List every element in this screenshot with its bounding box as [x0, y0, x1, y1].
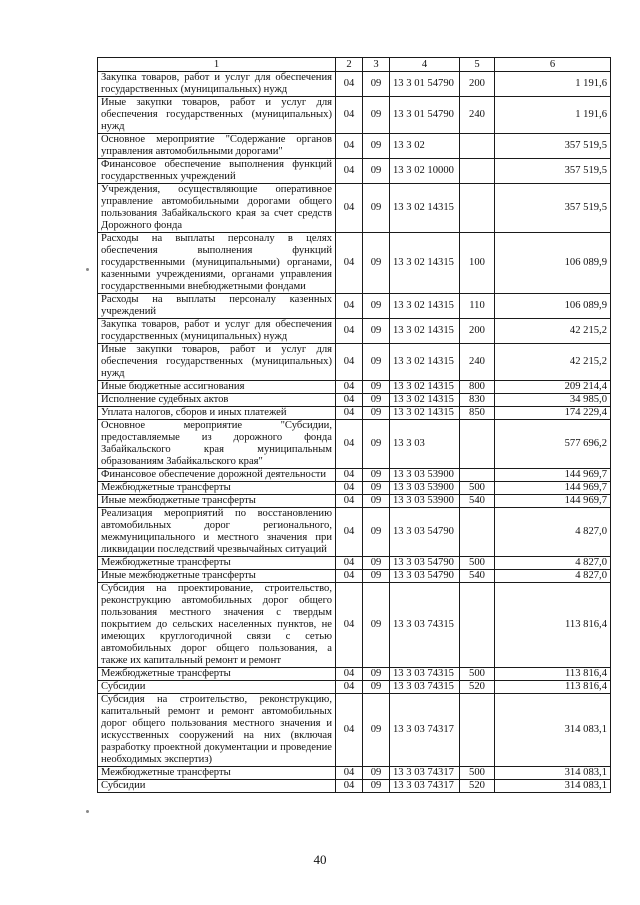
expense-type-cell: 830: [460, 394, 495, 407]
amount-cell: 42 215,2: [495, 319, 611, 344]
row-name-cell: Субсидия на проектирование, строительство, реконструкцию автомобильных дорог общего пользования местного значения с твердым покрытием до сельских населенных пунктов, не имеющих круглогодичной связи с сетью автомобильных дорог общего пользования, а также их капитальный ремонт и ремонт: [98, 583, 336, 668]
target-article-cell: 13 3 02 14315: [390, 394, 460, 407]
expense-type-cell: 850: [460, 407, 495, 420]
row-name-cell: Уплата налогов, сборов и иных платежей: [98, 407, 336, 420]
section-cell: 04: [336, 233, 363, 294]
subsection-cell: 09: [363, 407, 390, 420]
expense-type-cell: [460, 420, 495, 469]
subsection-cell: 09: [363, 97, 390, 134]
table-row: [98, 681, 611, 694]
expense-type-cell: 500: [460, 668, 495, 681]
section-cell: 04: [336, 394, 363, 407]
target-article-cell: 13 3 03 74317: [390, 694, 460, 767]
row-name-cell: Закупка товаров, работ и услуг для обеспечения государственных (муниципальных) нужд: [98, 319, 336, 344]
table-row: [98, 319, 611, 344]
target-article-cell: 13 3 03 54790: [390, 508, 460, 557]
table-row: [98, 184, 611, 233]
row-name-cell: Межбюджетные трансферты: [98, 482, 336, 495]
target-article-cell: 13 3 03: [390, 420, 460, 469]
section-cell: 04: [336, 508, 363, 557]
target-article-cell: 13 3 03 74315: [390, 681, 460, 694]
target-article-cell: 13 3 03 53900: [390, 495, 460, 508]
amount-cell: 1 191,6: [495, 72, 611, 97]
section-cell: 04: [336, 97, 363, 134]
target-article-cell: 13 3 02 14315: [390, 344, 460, 381]
row-name-cell: Иные межбюджетные трансферты: [98, 495, 336, 508]
expense-type-cell: 520: [460, 681, 495, 694]
target-article-cell: 13 3 03 53900: [390, 469, 460, 482]
amount-cell: 4 827,0: [495, 508, 611, 557]
section-cell: 04: [336, 420, 363, 469]
subsection-cell: 09: [363, 694, 390, 767]
target-article-cell: 13 3 03 54790: [390, 557, 460, 570]
subsection-cell: 09: [363, 570, 390, 583]
subsection-cell: 09: [363, 469, 390, 482]
amount-cell: 4 827,0: [495, 557, 611, 570]
row-name-cell: Закупка товаров, работ и услуг для обеспечения государственных (муниципальных) нужд: [98, 72, 336, 97]
expense-type-cell: [460, 134, 495, 159]
row-name-cell: Финансовое обеспечение дорожной деятельности: [98, 469, 336, 482]
table-row: [98, 780, 611, 793]
expense-type-cell: 240: [460, 97, 495, 134]
row-name-cell: Субсидия на строительство, реконструкцию, капитальный ремонт и ремонт автомобильных дорог общего пользования местного значения и искусственных сооружений на них (включая разработку проектной документации и проведение необходимых экспертиз): [98, 694, 336, 767]
expense-type-cell: 540: [460, 495, 495, 508]
target-article-cell: 13 3 01 54790: [390, 72, 460, 97]
budget-table: [97, 57, 611, 793]
subsection-cell: 09: [363, 495, 390, 508]
amount-cell: 144 969,7: [495, 482, 611, 495]
target-article-cell: 13 3 03 53900: [390, 482, 460, 495]
row-name-cell: Исполнение судебных актов: [98, 394, 336, 407]
section-cell: 04: [336, 72, 363, 97]
target-article-cell: 13 3 01 54790: [390, 97, 460, 134]
row-name-cell: Межбюджетные трансферты: [98, 668, 336, 681]
target-article-cell: 13 3 03 54790: [390, 570, 460, 583]
subsection-cell: 09: [363, 319, 390, 344]
expense-type-cell: 200: [460, 319, 495, 344]
row-name-cell: Иные бюджетные ассигнования: [98, 381, 336, 394]
target-article-cell: 13 3 03 74317: [390, 780, 460, 793]
table-row: [98, 583, 611, 668]
target-article-cell: 13 3 02 14315: [390, 407, 460, 420]
table-row: [98, 668, 611, 681]
expense-type-cell: 100: [460, 233, 495, 294]
table-row: [98, 344, 611, 381]
column-header: 2: [336, 58, 363, 72]
amount-cell: 577 696,2: [495, 420, 611, 469]
column-header: 1: [98, 58, 336, 72]
subsection-cell: 09: [363, 482, 390, 495]
subsection-cell: 09: [363, 72, 390, 97]
row-name-cell: Иные закупки товаров, работ и услуг для обеспечения государственных (муниципальных) нужд: [98, 97, 336, 134]
amount-cell: 144 969,7: [495, 495, 611, 508]
table-row: [98, 694, 611, 767]
section-cell: 04: [336, 344, 363, 381]
table-row: [98, 570, 611, 583]
expense-type-cell: 800: [460, 381, 495, 394]
section-cell: 04: [336, 668, 363, 681]
amount-cell: 34 985,0: [495, 394, 611, 407]
subsection-cell: 09: [363, 780, 390, 793]
expense-type-cell: 500: [460, 767, 495, 780]
table-row: [98, 469, 611, 482]
target-article-cell: 13 3 03 74315: [390, 668, 460, 681]
page-number: 40: [313, 852, 327, 867]
row-name-cell: Расходы на выплаты персоналу казенных учреждений: [98, 294, 336, 319]
expense-type-cell: [460, 469, 495, 482]
table-row: [98, 495, 611, 508]
amount-cell: 144 969,7: [495, 469, 611, 482]
row-name-cell: Основное мероприятие "Субсидии, предоставляемые из дорожного фонда Забайкальского края муниципальным образованиям Забайкальского края": [98, 420, 336, 469]
target-article-cell: 13 3 02 14315: [390, 184, 460, 233]
row-name-cell: Иные закупки товаров, работ и услуг для обеспечения государственных (муниципальных) нужд: [98, 344, 336, 381]
target-article-cell: 13 3 02 14315: [390, 381, 460, 394]
section-cell: 04: [336, 407, 363, 420]
amount-cell: 209 214,4: [495, 381, 611, 394]
column-header: 6: [495, 58, 611, 72]
section-cell: 04: [336, 184, 363, 233]
row-name-cell: Субсидии: [98, 681, 336, 694]
subsection-cell: 09: [363, 420, 390, 469]
row-name-cell: Учреждения, осуществляющие оперативное управление автомобильными дорогами общего пользования Забайкальского края за счет средств Дорожного фонда: [98, 184, 336, 233]
subsection-cell: 09: [363, 767, 390, 780]
subsection-cell: 09: [363, 184, 390, 233]
section-cell: 04: [336, 495, 363, 508]
table-row: [98, 134, 611, 159]
expense-type-cell: [460, 583, 495, 668]
row-name-cell: Субсидии: [98, 780, 336, 793]
target-article-cell: 13 3 02: [390, 134, 460, 159]
table-row: [98, 159, 611, 184]
expense-type-cell: 520: [460, 780, 495, 793]
amount-cell: 357 519,5: [495, 134, 611, 159]
table-row: [98, 294, 611, 319]
section-cell: 04: [336, 570, 363, 583]
section-cell: 04: [336, 469, 363, 482]
expense-type-cell: [460, 508, 495, 557]
amount-cell: 106 089,9: [495, 233, 611, 294]
target-article-cell: 13 3 03 74315: [390, 583, 460, 668]
row-name-cell: Финансовое обеспечение выполнения функций государственных учреждений: [98, 159, 336, 184]
amount-cell: 113 816,4: [495, 668, 611, 681]
expense-type-cell: 200: [460, 72, 495, 97]
target-article-cell: 13 3 02 14315: [390, 294, 460, 319]
expense-type-cell: [460, 694, 495, 767]
target-article-cell: 13 3 02 10000: [390, 159, 460, 184]
expense-type-cell: [460, 184, 495, 233]
subsection-cell: 09: [363, 159, 390, 184]
subsection-cell: 09: [363, 394, 390, 407]
row-name-cell: Расходы на выплаты персоналу в целях обеспечения выполнения функций государственными (муниципальными) органами, казенными учреждениями, органами управления государственными внебюджетными фондами: [98, 233, 336, 294]
scan-speck: [86, 268, 89, 271]
table-row: [98, 394, 611, 407]
row-name-cell: Основное мероприятие "Содержание органов управления автомобильными дорогами": [98, 134, 336, 159]
target-article-cell: 13 3 02 14315: [390, 319, 460, 344]
section-cell: 04: [336, 694, 363, 767]
amount-cell: 314 083,1: [495, 780, 611, 793]
amount-cell: 357 519,5: [495, 159, 611, 184]
table-row: [98, 72, 611, 97]
section-cell: 04: [336, 557, 363, 570]
row-name-cell: Межбюджетные трансферты: [98, 557, 336, 570]
section-cell: 04: [336, 381, 363, 394]
section-cell: 04: [336, 767, 363, 780]
section-cell: 04: [336, 134, 363, 159]
amount-cell: 113 816,4: [495, 681, 611, 694]
row-name-cell: Иные межбюджетные трансферты: [98, 570, 336, 583]
subsection-cell: 09: [363, 294, 390, 319]
section-cell: 04: [336, 159, 363, 184]
expense-type-cell: 240: [460, 344, 495, 381]
expense-type-cell: 110: [460, 294, 495, 319]
amount-cell: 113 816,4: [495, 583, 611, 668]
row-name-cell: Межбюджетные трансферты: [98, 767, 336, 780]
column-header: 3: [363, 58, 390, 72]
scan-speck: [86, 810, 89, 813]
subsection-cell: 09: [363, 508, 390, 557]
expense-type-cell: [460, 159, 495, 184]
section-cell: 04: [336, 294, 363, 319]
amount-cell: 1 191,6: [495, 97, 611, 134]
expense-type-cell: 540: [460, 570, 495, 583]
amount-cell: 314 083,1: [495, 694, 611, 767]
column-header: 5: [460, 58, 495, 72]
subsection-cell: 09: [363, 134, 390, 159]
table-row: [98, 381, 611, 394]
table-row: [98, 767, 611, 780]
subsection-cell: 09: [363, 344, 390, 381]
amount-cell: 314 083,1: [495, 767, 611, 780]
amount-cell: 357 519,5: [495, 184, 611, 233]
amount-cell: 42 215,2: [495, 344, 611, 381]
amount-cell: 174 229,4: [495, 407, 611, 420]
subsection-cell: 09: [363, 583, 390, 668]
expense-type-cell: 500: [460, 557, 495, 570]
subsection-cell: 09: [363, 381, 390, 394]
amount-cell: 106 089,9: [495, 294, 611, 319]
target-article-cell: 13 3 02 14315: [390, 233, 460, 294]
table-row: [98, 482, 611, 495]
subsection-cell: 09: [363, 557, 390, 570]
section-cell: 04: [336, 780, 363, 793]
section-cell: 04: [336, 681, 363, 694]
table-row: [98, 557, 611, 570]
section-cell: 04: [336, 482, 363, 495]
table-row: [98, 420, 611, 469]
table-row: [98, 233, 611, 294]
subsection-cell: 09: [363, 668, 390, 681]
section-cell: 04: [336, 583, 363, 668]
column-header: 4: [390, 58, 460, 72]
amount-cell: 4 827,0: [495, 570, 611, 583]
table-row: [98, 407, 611, 420]
section-cell: 04: [336, 319, 363, 344]
table-row: [98, 97, 611, 134]
row-name-cell: Реализация мероприятий по восстановлению автомобильных дорог регионального, межмуниципального и местного значения при ликвидации последствий чрезвычайных ситуаций: [98, 508, 336, 557]
subsection-cell: 09: [363, 681, 390, 694]
table-row: [98, 508, 611, 557]
expense-type-cell: 500: [460, 482, 495, 495]
subsection-cell: 09: [363, 233, 390, 294]
target-article-cell: 13 3 03 74317: [390, 767, 460, 780]
table-header-row: [98, 58, 611, 72]
